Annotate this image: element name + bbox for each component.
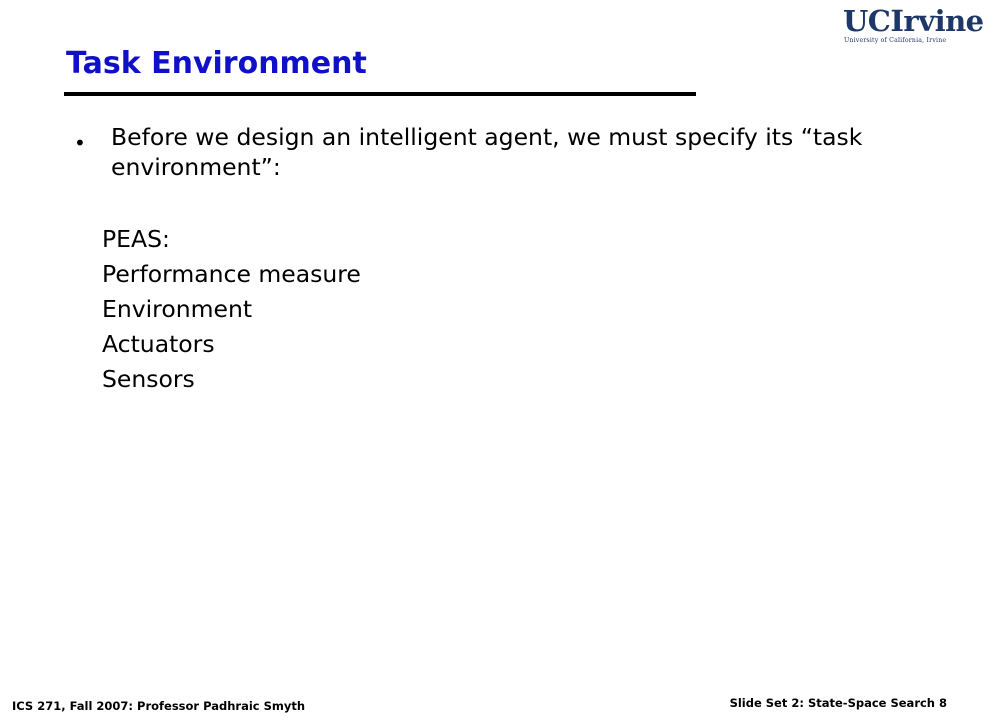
peas-item-sensors: Sensors	[102, 365, 195, 393]
uci-logo	[843, 4, 984, 46]
peas-item-environment: Environment	[102, 295, 253, 323]
bullet-text: Before we design an intelligent agent, we must specify its “task environment”:	[111, 123, 863, 181]
slide-title: Task Environment	[66, 46, 367, 81]
bullet-dot-icon: •	[74, 131, 86, 155]
logo-subtitle: University of California, Irvine	[844, 37, 947, 44]
footer-course-info: ICS 271, Fall 2007: Professor Padhraic Smyth	[12, 699, 306, 713]
footer-slide-number: Slide Set 2: State-Space Search 8	[729, 696, 947, 710]
logo-wordmark: UCIrvine	[843, 4, 984, 38]
peas-item-performance-measure: Performance measure	[102, 260, 361, 288]
peas-item-actuators: Actuators	[102, 330, 215, 358]
peas-heading: PEAS:	[102, 225, 170, 253]
peas-list	[102, 222, 361, 397]
title-underline	[64, 92, 696, 96]
